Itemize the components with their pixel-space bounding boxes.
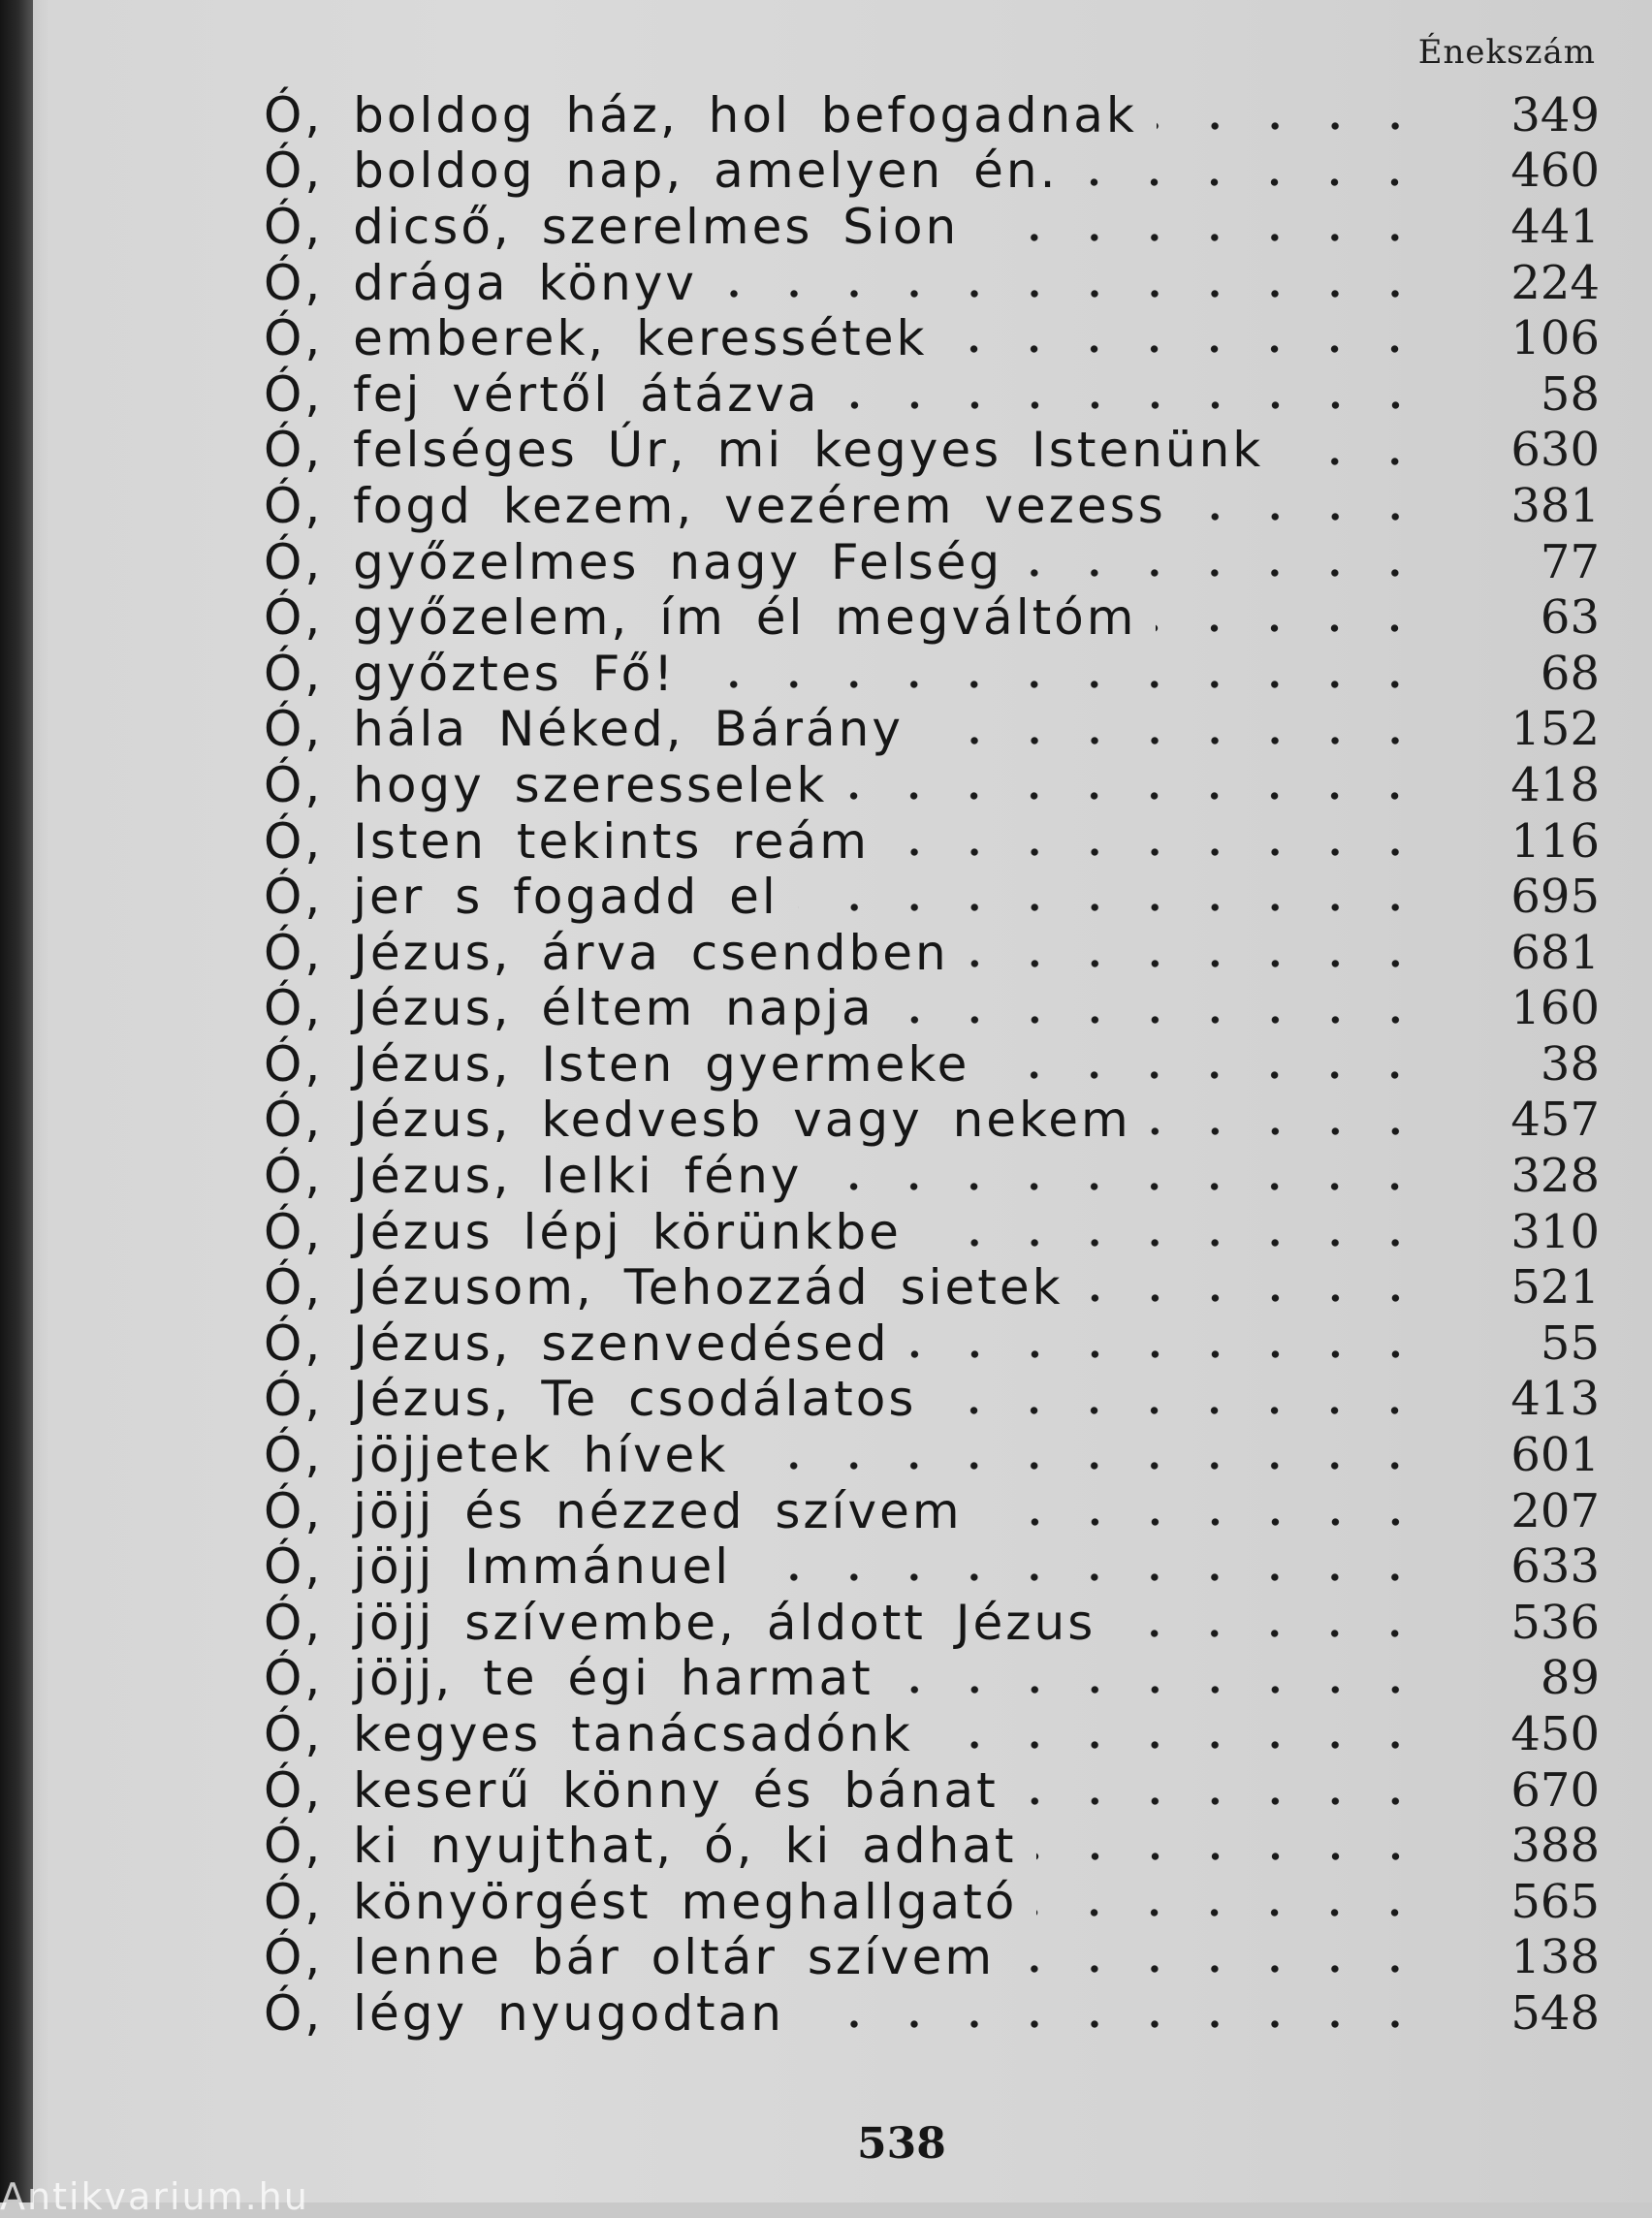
dot-leader	[741, 1538, 1454, 1595]
index-entry	[264, 813, 1600, 870]
index-entry	[264, 869, 1600, 925]
dot-leader	[1105, 1595, 1454, 1651]
index-entry	[264, 366, 1600, 423]
dot-leader	[811, 1148, 1454, 1204]
dot-leader	[923, 1706, 1454, 1762]
hymn-number: 633	[1510, 1539, 1600, 1595]
hymn-title: Ó, Jézus, kedvesb vagy nekem	[264, 1092, 1131, 1149]
hymn-number: 457	[1510, 1093, 1600, 1148]
hymn-number: 138	[1510, 1930, 1600, 1985]
hymn-title: Ó, Jézus, Te csodálatos	[264, 1371, 917, 1428]
index-entry	[264, 1427, 1600, 1483]
index-entry	[264, 87, 1600, 143]
index-entry	[264, 1762, 1600, 1819]
dot-leader	[884, 981, 1454, 1037]
hymn-number: 695	[1510, 870, 1600, 925]
hymn-number: 207	[1510, 1483, 1600, 1538]
hymn-title: Ó, lenne bár oltár szívem	[264, 1929, 996, 1986]
index-entry	[264, 1818, 1600, 1874]
dot-leader	[1067, 143, 1454, 200]
hymn-number: 548	[1510, 1985, 1600, 2041]
watermark-text: Antikvarium.hu	[0, 2175, 309, 2218]
hymn-number: 536	[1510, 1595, 1600, 1650]
hymn-number: 328	[1510, 1149, 1600, 1204]
hymn-number: 38	[1540, 1036, 1600, 1092]
hymn-number: 58	[1540, 366, 1600, 422]
index-entry	[264, 757, 1600, 813]
index-entry	[264, 1706, 1600, 1762]
hymn-title: Ó, fogd kezem, vezérem vezess	[264, 477, 1166, 534]
dot-leader	[685, 646, 1454, 702]
index-entry	[264, 925, 1600, 981]
hymn-number: 450	[1510, 1707, 1600, 1762]
hymn-number: 116	[1510, 813, 1600, 869]
hymn-title: Ó, emberek, keressétek	[264, 310, 928, 367]
hymn-number: 388	[1510, 1819, 1600, 1874]
hymn-title: Ó, győzelem, ím él megváltóm	[264, 589, 1137, 647]
dot-leader	[707, 255, 1454, 311]
hymn-number: 601	[1510, 1428, 1600, 1483]
dot-leader	[969, 199, 1454, 255]
dot-leader	[794, 1985, 1454, 2042]
hymn-title: Ó, győztes Fő!	[264, 645, 677, 702]
dot-leader	[1008, 1762, 1454, 1819]
dot-leader	[1073, 1259, 1454, 1315]
index-entry	[264, 1874, 1600, 1930]
dot-leader	[1147, 87, 1454, 143]
hymn-number: 77	[1540, 534, 1600, 589]
hymn-title: Ó, jöjj szívembe, áldott Jézus	[264, 1594, 1096, 1651]
hymn-number: 418	[1510, 757, 1600, 812]
hymn-title: Ó, fej vértől átázva	[264, 365, 820, 423]
hymn-number: 413	[1510, 1372, 1600, 1427]
index-entry	[264, 1930, 1600, 1986]
dot-leader	[837, 757, 1454, 813]
index-entry	[264, 478, 1600, 534]
hymn-number: 521	[1510, 1260, 1600, 1315]
hymn-index-list	[264, 87, 1600, 2042]
index-entry	[264, 1538, 1600, 1595]
hymn-title: Ó, boldog nap, amelyen én.	[264, 143, 1059, 200]
dot-leader	[926, 1372, 1454, 1428]
hymn-title: Ó, könyörgést meghallgató	[264, 1873, 1018, 1930]
hymn-title: Ó, Jézus, lelki fény	[264, 1148, 803, 1205]
index-entry	[264, 1985, 1600, 2042]
hymn-title: Ó, kegyes tanácsadónk	[264, 1706, 913, 1763]
hymn-number: 565	[1510, 1874, 1600, 1929]
index-entry	[264, 1093, 1600, 1149]
hymn-title: Ó, jer s fogadd el	[264, 869, 778, 926]
dot-leader	[972, 1483, 1454, 1539]
hymn-title: Ó, Jézus lépj körünkbe	[264, 1203, 902, 1260]
hymn-title: Ó, jöjjetek hívek	[264, 1427, 729, 1484]
hymn-title: Ó, Jézus, Isten gyermeke	[264, 1035, 970, 1093]
hymn-number: 681	[1510, 925, 1600, 980]
dot-leader	[1027, 1818, 1455, 1874]
dot-leader	[1141, 1093, 1454, 1149]
index-entry	[264, 702, 1600, 758]
dot-leader	[830, 366, 1454, 423]
dot-leader	[883, 1651, 1454, 1707]
index-entry	[264, 1372, 1600, 1428]
hymn-title: Ó, Isten tekints reám	[264, 812, 870, 870]
dot-leader	[1027, 1874, 1454, 1930]
hymn-number: 68	[1540, 646, 1600, 701]
hymn-title: Ó, ki nyujthat, ó, ki adhat	[264, 1818, 1017, 1875]
hymn-number: 55	[1540, 1315, 1600, 1371]
hymn-title: Ó, dicső, szerelmes Sion	[264, 198, 960, 255]
dot-leader	[879, 813, 1454, 870]
dot-leader	[959, 925, 1454, 981]
index-entry	[264, 1148, 1600, 1204]
dot-leader	[900, 1315, 1454, 1372]
index-entry	[264, 1651, 1600, 1707]
hymn-title: Ó, Jézus, szenvedésed	[264, 1315, 890, 1372]
page-number: 538	[857, 2119, 946, 2169]
hymn-title: Ó, keserű könny és bánat	[264, 1761, 999, 1819]
hymn-title: Ó, győzelmes nagy Felség	[264, 533, 1003, 590]
dot-leader	[913, 702, 1454, 758]
column-header-hymn-number: Énekszám	[1417, 33, 1596, 72]
hymn-title: Ó, Jézus, éltem napja	[264, 980, 874, 1037]
hymn-number: 381	[1510, 478, 1600, 533]
dot-leader	[1012, 534, 1454, 590]
hymn-number: 630	[1510, 423, 1600, 478]
hymn-title: Ó, hála Néked, Bárány	[264, 701, 904, 758]
index-entry	[264, 1315, 1600, 1372]
dot-leader	[937, 310, 1454, 366]
dot-leader	[788, 869, 1454, 925]
index-entry	[264, 981, 1600, 1037]
index-entry	[264, 589, 1600, 646]
index-entry	[264, 1595, 1600, 1651]
hymn-title: Ó, jöjj, te égi harmat	[264, 1650, 874, 1707]
hymn-title: Ó, boldog ház, hol befogadnak	[264, 86, 1137, 143]
hymn-number: 670	[1510, 1762, 1600, 1818]
index-entry	[264, 199, 1600, 255]
hymn-number: 152	[1510, 702, 1600, 757]
hymn-number: 441	[1510, 199, 1600, 254]
hymn-title: Ó, drága könyv	[264, 254, 697, 311]
index-entry	[264, 255, 1600, 311]
dot-leader	[1273, 423, 1454, 479]
hymn-number: 160	[1510, 981, 1600, 1036]
index-entry	[264, 1204, 1600, 1260]
index-entry	[264, 646, 1600, 702]
hymn-title: Ó, légy nyugodtan	[264, 1984, 784, 2042]
hymn-title: Ó, hogy szeresselek	[264, 756, 828, 813]
hymn-number: 63	[1540, 590, 1600, 646]
dot-leader	[911, 1204, 1454, 1260]
dot-leader	[1176, 478, 1454, 534]
index-entry	[264, 423, 1600, 479]
hymn-number: 224	[1510, 255, 1600, 310]
dot-leader	[1004, 1930, 1454, 1986]
index-entry	[264, 1259, 1600, 1315]
index-entry	[264, 1483, 1600, 1539]
index-entry	[264, 143, 1600, 200]
dot-leader	[979, 1036, 1454, 1093]
hymn-title: Ó, Jézus, árva csendben	[264, 924, 949, 981]
index-entry	[264, 1036, 1600, 1093]
hymn-title: Ó, felséges Úr, mi kegyes Istenünk	[264, 422, 1264, 479]
hymn-number: 460	[1510, 143, 1600, 199]
index-entry	[264, 534, 1600, 590]
index-entry	[264, 310, 1600, 366]
dot-leader	[738, 1427, 1454, 1483]
dot-leader	[1146, 589, 1454, 646]
hymn-number: 106	[1510, 311, 1600, 366]
book-binding-edge	[0, 0, 33, 2202]
hymn-title: Ó, Jézusom, Tehozzád sietek	[264, 1259, 1064, 1316]
hymn-number: 89	[1540, 1651, 1600, 1706]
hymn-title: Ó, jöjj és nézzed szívem	[264, 1482, 963, 1539]
hymn-title: Ó, jöjj Immánuel	[264, 1538, 732, 1596]
hymn-number: 349	[1510, 87, 1600, 143]
hymn-number: 310	[1510, 1204, 1600, 1259]
